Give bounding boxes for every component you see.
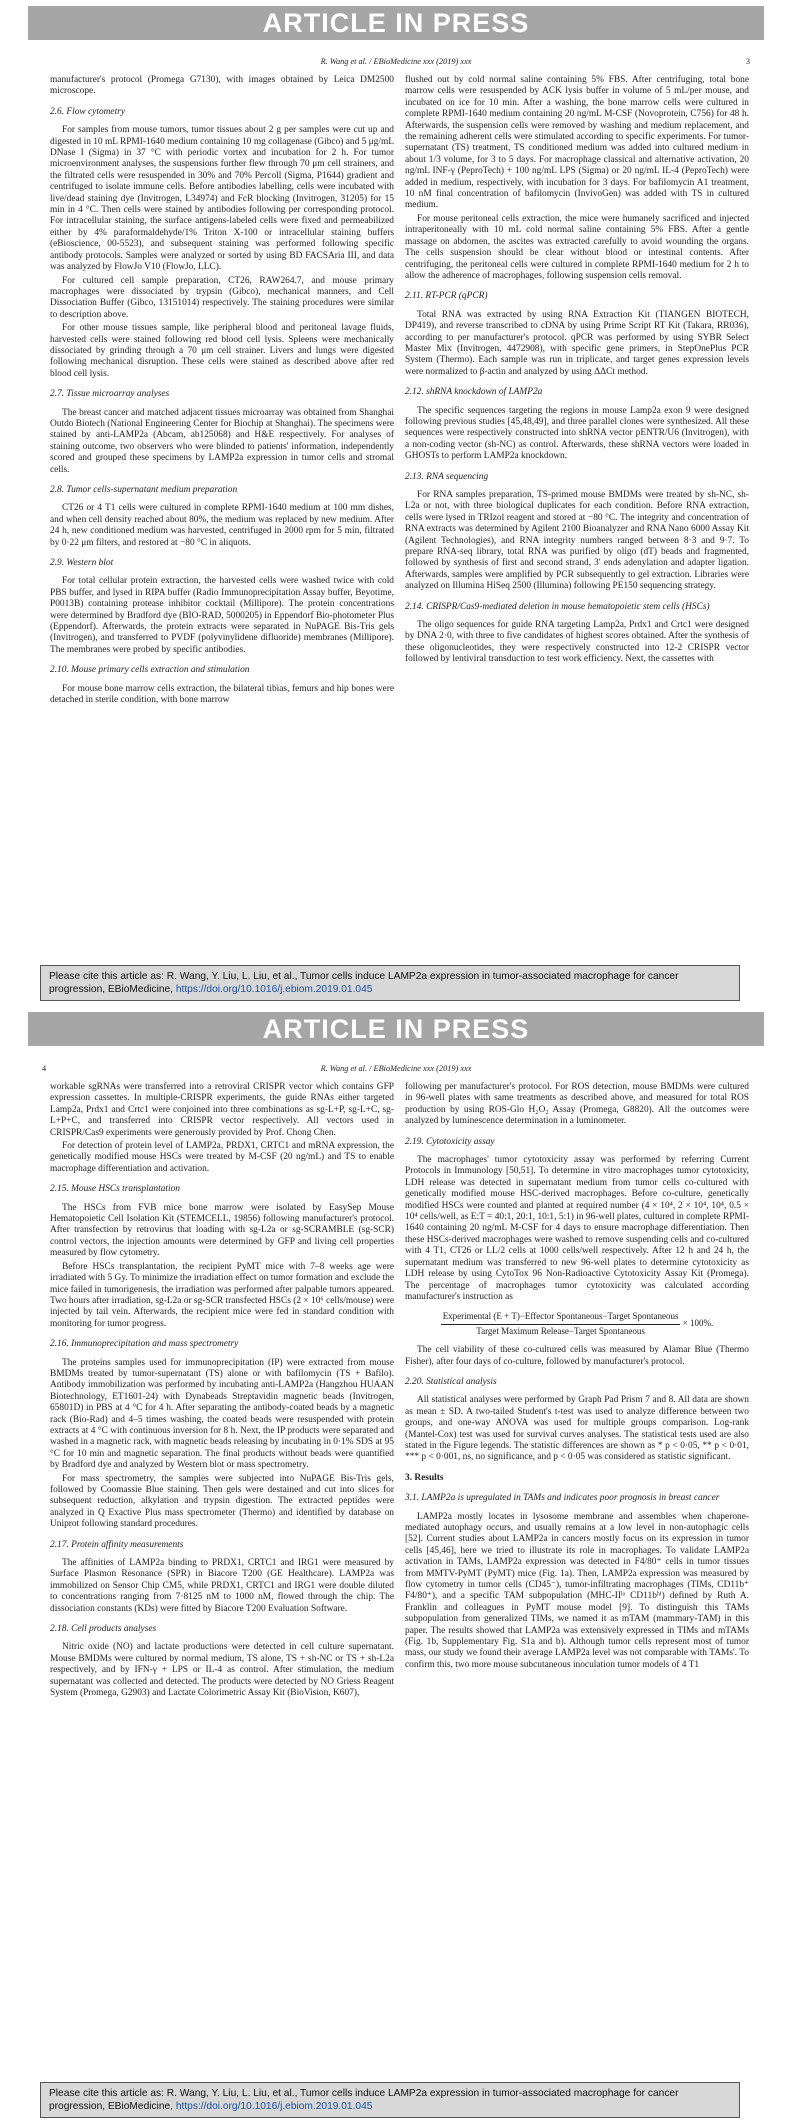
paragraph: For other mouse tissues sample, like peripheral blood and peritoneal lavage fluids, harvested cells were stained following red blood cell lysis. Spleens were mechanically dissociated by grinding through a 70 μm cell strainer. Livers and lungs were digested following mechanical disruption. These cells were stained as described above after red blood cell lysis.: [50, 323, 394, 379]
section-heading: 2.20. Statistical analysis: [405, 1376, 497, 1387]
section-heading: 2.14. CRISPR/Cas9-mediated deletion in mouse hematopoietic stem cells (HSCs): [405, 601, 710, 612]
running-head-text: R. Wang et al. / EBioMedicine xxx (2019) xxx: [320, 57, 472, 66]
page3-right-column: [405, 75, 749, 668]
doi-link[interactable]: https://doi.org/10.1016/j.ebiom.2019.01.045: [175, 2101, 373, 2112]
paragraph: The HSCs from FVB mice bone marrow were isolated by EasySep Mouse Hematopoietic Cell Isolation Kit (STEMCELL, 19856) following manufacturer's protocol. After transfection by retrovirus that loading with sg-L2a or sg-SCRAMBLE (sg-SCR) control vectors, the injection amounts were determined by GFP and living cell properties measured by flow cytometry.: [50, 1202, 394, 1259]
section-heading: 2.12. shRNA knockdown of LAMP2a: [405, 387, 543, 398]
section-heading: 2.10. Mouse primary cells extraction and stimulation: [50, 665, 250, 676]
paragraph: flushed out by cold normal saline containing 5% FBS. After centrifuging, total bone marrow cells were resuspended by ACK lysis buffer in volume of 5 mL/per mouse, and incubated on ice for 10 min. After a washing, the bone marrow cells were cultured in complete RPMI-1640 medium containing 20 ng/mL M-CSF (Novoprotein, C756) for 48 h. Afterwards, the suspension cells were removed by washing and medium replacement, and the remaining adherent cells were stimulated according to specific experiments. For tumor-supernatant (TS) treatment, TS conditioned medium was added into cultured medium in about 1/3 volume, for 3 to 5 days. For macrophage classical and alternative activation, 20 ng/mL INF-γ (PeproTech) + 100 ng/mL LPS (Sigma) or 20 ng/mL IL-4 (PeproTech) were added in medium, respectively, with incubation for 3 days. For bafilomycin A1 treatment, 10 nM final concentration of bafilomycin (InvivoGen) was added with TS in cultured medium.: [405, 75, 749, 211]
paragraph: Nitric oxide (NO) and lactate productions were detected in cell culture supernatant. Mouse BMDMs were cultured by normal medium, TS alone, TS + sh-NC or TS + sh-L2a respectively, and by IFN-γ + LPS or IL-4 as control. After stimulation, the medium supernatant was collected and detected. The products were detected by NO Griess Reagent System (Promega, G2903) and Lactate Colorimetric Assay Kit (BioVision, K607),: [50, 1642, 394, 1699]
formula-fraction: [441, 1311, 681, 1337]
section-heading: 3.1. LAMP2a is upregulated in TAMs and indicates poor prognosis in breast cancer: [405, 1493, 720, 1504]
cytotoxicity-formula: [405, 1311, 749, 1337]
section-heading: 2.6. Flow cytometry: [50, 106, 125, 117]
section-heading: 2.7. Tissue microarray analyses: [50, 389, 170, 400]
paragraph: The specific sequences targeting the regions in mouse Lamp2a exon 9 were designed following previous studies [45,48,49], and three parallel clones were synthesized. All these sequences were respectively constructed into shRNA vector pENTR/U6 (Invitrogen), with a non-coding vector (sh-NC) as control. Afterwards, these shRNA vectors were loaded in GHOSTs to perform LAMP2a knockdown.: [405, 405, 749, 462]
paragraph: The breast cancer and matched adjacent tissues microarray was obtained from Shanghai Outdo Biotech (National Engineering Center for Biochip at Shanghai). The specimens were stained by anti-LAMP2a (Abcam, ab125068) and H&E respectively. For analyses of staining outcome, two observers who were blinded to patients' information, independently scored and grouped these specimens by LAMP2a expression in tumor cells and stromal cells.: [50, 407, 394, 475]
citation-box: [40, 965, 740, 1001]
page4-right-bottom: [405, 1345, 749, 1671]
page-number: 4: [42, 1064, 47, 1073]
section-heading: 2.15. Mouse HSCs transplantation: [50, 1184, 180, 1195]
paragraph: For total cellular protein extraction, the harvested cells were washed twice with cold PBS buffer, and lysed in RIPA buffer (Radio Immunoprecipitation Assay buffer, Beyotime, P0013B) containing protease inhibitor cocktail (Millipore). The protein concentrations were determined by Bradford dye (BIO-RAD, 5000205) in Eppendorf Bio-photometer Plus (Eppendorf). Afterwards, the protein extracts were separated in NuPAGE Bis-Tris gels (Invitrogen), and transferred to PVDF (polyvinylidene difluoride) membranes (Millipore). The membranes were probed by specific antibodies.: [50, 576, 394, 655]
citation-box: [40, 2082, 740, 2118]
section-heading: 2.18. Cell products analyses: [50, 1624, 157, 1635]
paragraph: All statistical analyses were performed by Graph Pad Prism 7 and 8. All data are shown as mean ± SD. A two-tailed Student's t-test was used to analyze difference between two groups, and one-way ANOVA was used for multiple groups comparison. Log-rank (Mantel-Cox) test was used for survival curves analyses. The statistical tests used are also stated in the Figure legends. The statistic differences are shown as * p < 0·05, ** p < 0·01, *** p < 0·001, ns, no significance, and p < 0·05 was considered as statistic significant.: [405, 1395, 749, 1463]
page-number: 3: [745, 57, 750, 66]
paragraph: CT26 or 4 T1 cells were cultured in complete RPMI-1640 medium at 100 mm dishes, and when cell density reached about 80%, the medium was replaced by new medium. After 24 h, new conditioned medium was harvested, centrifuged in 2000 rpm for 5 min, filtrated by 0·22 μm filters, and restored at −80 °C in aliquots.: [50, 503, 394, 548]
section-heading: 2.9. Western blot: [50, 558, 114, 569]
running-head: [42, 1064, 750, 1073]
paragraph: The affinities of LAMP2a binding to PRDX1, CRTC1 and IRG1 were measured by Surface Plasmon Resonance (SPR) in Biacore T200 (GE Healthcare). LAMP2a was immobilized on Sensor Chip CM5, while PRDX1, CRTC1 and IRG1 were double diluted to concentrations ranging from 7·8125 nM to 1000 nM, flowed through the chip. The dissociation constants (KDs) were fitted by Biacore T200 Evaluation Software.: [50, 1558, 394, 1614]
paragraph: Total RNA was extracted by using RNA Extraction Kit (TIANGEN BIOTECH, DP419), and reverse transcribed to cDNA by using Prime Script RT Kit (Takara, RR036), according to per manufacturer's protocol. qPCR was performed by using SYBR Select Master Mix (Invitrogen, 4472908), with specific gene primers, in StepOnePlus PCR System (Thermo). Each sample was run in triplicate, and target genes expression levels were normalized to β-actin and analyzed by using ΔΔCt method.: [405, 309, 749, 377]
page4-left-column: [50, 1082, 394, 1702]
doi-link[interactable]: https://doi.org/10.1016/j.ebiom.2019.01.045: [175, 984, 373, 995]
running-head-text: R. Wang et al. / EBioMedicine xxx (2019) xxx: [320, 1064, 472, 1073]
formula-denominator: Target Maximum Release−Target Spontaneous: [476, 1325, 645, 1336]
paragraph: For RNA samples preparation, TS-primed mouse BMDMs were treated by sh-NC, sh-L2a or not, with three biological duplicates for each condition. Before RNA extraction, cells were lysed in TRIzol reagent and stored at −80 °C. The integrity and concentration of RNA extracts was determined by Agilent 2100 Bioanalyzer and RNA Nano 6000 Assay Kit (Agilent Technologies), and RNA integrity numbers ranged between 8·3 and 9·7. To prepare RNA-seq library, total RNA was purified by oligo (dT) beads and fragmented, followed by synthesis of first and second strand, 3′ ends adenylation and adapter ligation. Afterwards, samples were amplified by PCR subsequently to gel extraction. Libraries were analyzed on Illumina HiSeq 2500 (Illumina) following PE150 sequencing strategy.: [405, 490, 749, 592]
paragraph: The macrophages' tumor cytotoxicity assay was performed by referring Current Protocols in Immunology [50,51]. To determine in vitro macrophages tumor cytotoxicity, LDH release was detected in supernatant medium from tumor cells co-cultured with genetically modified mouse HSC-derived macrophages. Before co-culture, genetically modified HSCs were counted and planted at required number (4 × 10⁴, 2 × 10⁴, 10⁴, 0.5 × 10⁴ cells/well, as E:T = 40:1, 20:1, 10:1, 5:1) in 96-well plates, cultured in complete RPMI-1640 containing 20 ng/mL M-CSF for 4 days to ensure macrophage differentiation. Then these HSCs-derived macrophages were washed to remove suspending cells and co-cultured with 4 T1, CT26 or LL/2 cells at 1000 cells/well respectively. After 12 h and 24 h, the supernatant medium was transferred to new 96-well plates to determine cytotoxicity as LDH release by using CytoTox 96 Non-Radioactive Cytotoxicity Assay Kit (Promega). The percentage of macrophages tumor cytotoxicity was calculated according manufacturer's instruction as: [405, 1155, 749, 1302]
article-in-press-banner: ARTICLE IN PRESS: [28, 1012, 764, 1046]
paragraph: For cultured cell sample preparation, CT26, RAW264.7, and mouse primary macrophages were dissociated by trypsin (Gibco), mechanical manners, and Cell Dissociation Buffer (Gibco, 13151014) respectively. The staining procedures were similar to description above.: [50, 275, 394, 320]
paragraph: For detection of protein level of LAMP2a, PRDX1, CRTC1 and mRNA expression, the genetically modified mouse HSCs were treated by M-CSF (20 ng/mL) and TS to enable macrophage differentiation and activation.: [50, 1141, 394, 1174]
paragraph: For mass spectrometry, the samples were subjected into NuPAGE Bis-Tris gels, followed by Coomassie Blue staining. Then gels were destained and cut into slices for subsequent reduction, alkylation and trypsin digestion. The extracted peptides were analyzed in Q Exactive Plus mass spectrometer (Thermo) and identified by database on Uniprot following standard procedures.: [50, 1473, 394, 1530]
paragraph: For mouse bone marrow cells extraction, the bilateral tibias, femurs and hip bones were detached in sterile condition, with bone marrow: [50, 683, 394, 706]
article-in-press-banner: ARTICLE IN PRESS: [28, 6, 764, 40]
citation-text: Please cite this article as: R. Wang, Y. Liu, L. Liu, et al., Tumor cells induce LAMP2a expression in tumor-associated macrophage for cancer progression, EBioMedicine,: [49, 2088, 679, 2112]
page4-right-column: [405, 1082, 749, 1673]
paragraph: The proteins samples used for immunoprecipitation (IP) were extracted from mouse BMDMs treated by tumor-supernatant (TS) alone or with bafilomycin (TS + Bafilo). Antibody immobilization was performed by incubating anti-LAMP2a (Hangzhou HUAAN Biotechnology, ET1601-24) with Dynabeads Streptavidin magnetic beads (Invitrogen, 65801D) in PBS at 4 °C for 4 h. After separating the antibody-coated beads by a magnetic rack (Bio-Rad) and 4–5 times washing, the coated beads were resuspended with protein extracts at 4 °C with continuous inversion for 8 h. Next, the IP products were separated and washed in a magnetic rack, with magnetic beads releasing by incubating in 0·1% SDS at 95 °C for 10 min and magnetic separation. The final products without beads were quantified by Bradford dye and analyzed by Western blot or mass spectrometry.: [50, 1357, 394, 1471]
paragraph: For samples from mouse tumors, tumor tissues about 2 g per samples were cut up and digested in 10 mL RPMI-1640 medium containing 10 mg collagenase (Gibco) and 5 μg/mL DNase I (Sigma) in 37 °C with periodic vortex and incubation for 2 h. For tumor microenvironment analyses, the suspensions further flew through 70 μm cell strainers, and the filtrated cells were resuspended in 30% and 70% Percoll (Sigma, P1644) gradient and centrifuged to isolate immune cells. Before antibodies labelling, cells were incubated with live/dead staining dye (Invitrogen, L34974) and FcR blocking (Invitrogen, 31205) for 15 min in 4 °C. Then cells were stained by antibodies following per corresponding protocol. For intracellular staining, the surface antigens-labeled cells were fixed and permeabilized either by 4% paraformaldehyde/1% Triton X-100 or intracellular staining buffers (eBioscience, 00-5523), and subsequent staining was performed following specific antibody protocols. Samples were analyzed or sorted by using BD FACSAria III, and data was analyzed by FlowJo V10 (FlowJo, LLC).: [50, 125, 394, 273]
page4-right-top: [405, 1082, 749, 1303]
paragraph: The cell viability of these co-cultured cells was measured by Alamar Blue (Thermo Fisher), after four days of co-culture, followed by manufacturer's protocol.: [405, 1345, 749, 1367]
paragraph: workable sgRNAs were transferred into a retroviral CRISPR vector which contains GFP expression cassettes. In multiple-CRISPR experiments, the guide RNAs either targeted Lamp2a, Prdx1 and Crtc1 were conjoined into three combinations as sg-L+P, sg-L+C, sg-L+P+C, and transferred into CRISPR vector respectively. All vectors used in CRISPR/Cas9 experiments were generously provided by Prof. Chong Chen.: [50, 1082, 394, 1138]
section-title: 3. Results: [405, 1472, 444, 1483]
paragraph: For mouse peritoneal cells extraction, the mice were humanely sacrificed and injected intraperitoneally with 10 mL cold normal saline containing 5% FBS. After a gentle massage on abdomen, the ascites was extracted carefully to avoid wounding the organs. The cells suspension should be clear without blood or intestinal contents. After centrifuging, the peritoneal cells were cultured in complete RPMI-1640 medium for 2 h to allow the adherence of macrophages, following suspension cells removal.: [405, 213, 749, 281]
paragraph: following per manufacturer's protocol. For ROS detection, mouse BMDMs were cultured in 96-well plates with same treatments as described above, and measured for total ROS production by using ROS-Glo H₂O₂ Assay (Promega, G8820). All the outcomes were analyzed by luminescence determination in a luminometer.: [405, 1082, 749, 1127]
citation-text: Please cite this article as: R. Wang, Y. Liu, L. Liu, et al., Tumor cells induce LAMP2a expression in tumor-associated macrophage for cancer progression, EBioMedicine,: [49, 971, 679, 995]
page3-left-column: [50, 75, 394, 709]
running-head: [42, 57, 750, 66]
paragraph: Before HSCs transplantation, the recipient PyMT mice with 7–8 weeks age were irradiated with 5 Gy. To minimize the irradiation effect on tumor formation and exclude the mice failed in tumorigenesis, the irradiation was performed after palpable tumors appeared. Two hours after irradiation, sg-L2a or sg-SCR transfected HSCs (2 × 10⁶ cells/mouse) were injected by tail vein. Afterwards, the recipient mice were fed in standard condition with monitoring for tumor progress.: [50, 1261, 394, 1329]
formula-numerator: Experimental (E + T)−Effector Spontaneous−Target Spontaneous: [441, 1311, 681, 1324]
section-heading: 2.17. Protein affinity measurements: [50, 1539, 184, 1550]
section-heading: 2.16. Immunoprecipitation and mass spectrometry: [50, 1339, 239, 1350]
section-heading: 2.13. RNA sequencing: [405, 471, 489, 482]
paragraph: manufacturer's protocol (Promega G7130), with images obtained by Leica DM2500 microscope.: [50, 75, 394, 97]
section-heading: 2.8. Tumor cells-supernatant medium preparation: [50, 485, 238, 495]
formula-suffix: × 100%.: [682, 1318, 714, 1329]
section-heading: 2.19. Cytotoxicity assay: [405, 1136, 495, 1147]
section-heading: 2.11. RT-PCR (qPCR): [405, 291, 488, 302]
paragraph: LAMP2a mostly locates in lysosome membrane and assembles when chaperone-mediated autophagy occurs, and usually remains at a low level in non-autophagic cells [52]. Current studies about LAMP2a in cancers mostly focus on its expression in tumor cells [45,46], here we tried to illustrate its role in macrophages. To validate LAMP2a activation in TAMs, LAMP2a expression was detected in F4/80⁺ cells in tumor tissues from MMTV-PyMT (PyMT) mice (Fig. 1a). Then, LAMP2a expression was measured by flow cytometry in tumor cells (CD45⁻), tumor-infiltrating macrophages (TIMs, CD11b⁺ F4/80⁺), and a specific TAM subpopulation (MHC-IIˡᵒ CD11bʰⁱ) defined by Ruth A. Franklin and colleagues in PyMT mouse model [9]. To distinguish this TAMs subpopulation from generalized TIMs, we named it as mTAM (mammary-TAM) in this paper. The results showed that LAMP2a was extensively expressed in TIMs and mTAMs (Fig. 1b, Supplementary Fig. S1a and b). Although tumor cells represent most of tumor mass, our study we found their average LAMP2a level was not comparable with TAMs'. To confirm this, two more mouse subcutaneous inoculation tumor models of 4 T1: [405, 1511, 749, 1670]
paragraph: The oligo sequences for guide RNA targeting Lamp2a, Prdx1 and Crtc1 were designed by DNA 2·0, with three to five candidates of highest scores obtained. After the synthesis of these oligonucleotides, they were respectively constructed into 12-2 CRISPR vector followed by lentiviral transduction to test work efficiency. Next, the cassettes with: [405, 620, 749, 665]
